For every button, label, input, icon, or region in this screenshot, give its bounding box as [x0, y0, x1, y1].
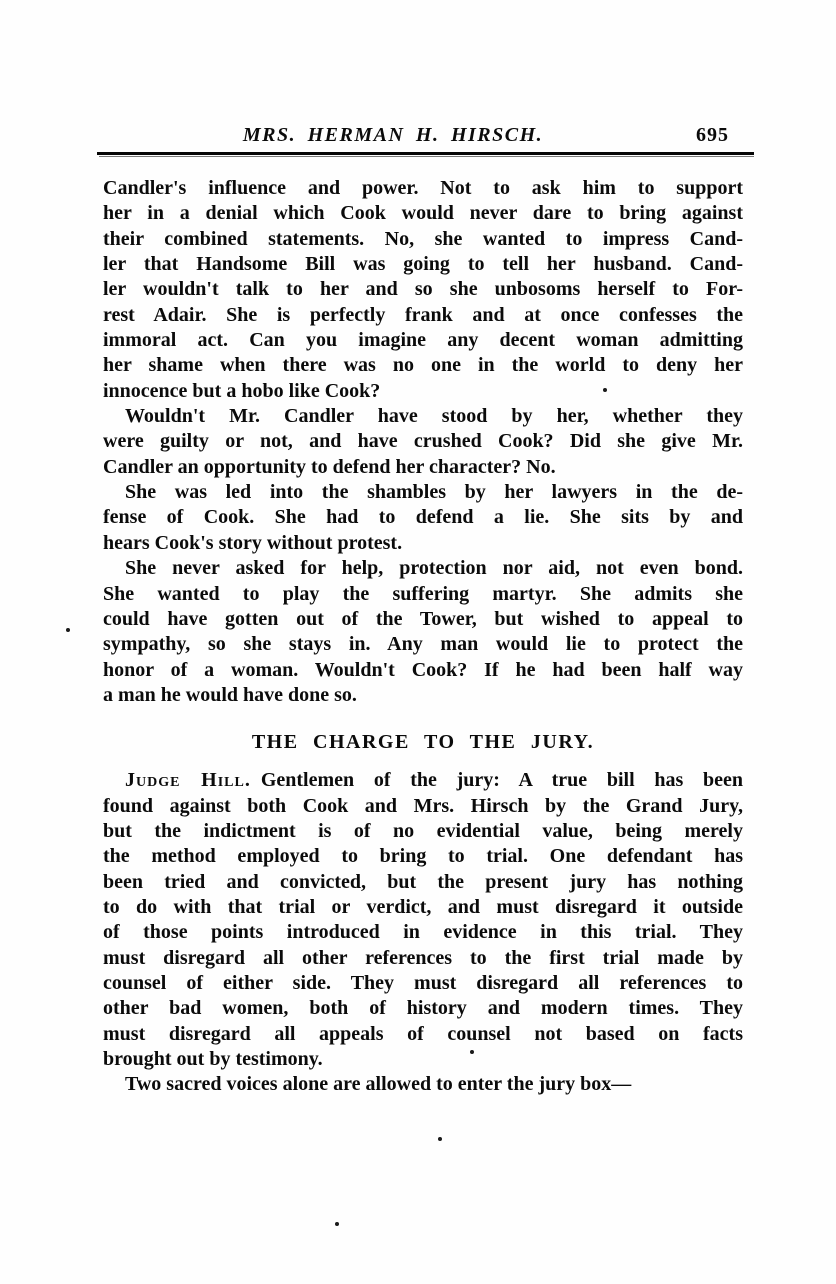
text-line: hears Cook's story without protest.	[103, 531, 403, 554]
text-line: were guilty or not, and have crushed Cook? Did she give Mr.	[103, 430, 743, 453]
text-line: of those points introduced in evidence in this trial. They	[103, 921, 743, 944]
text-line: been tried and convicted, but the present jury has nothing	[103, 870, 743, 893]
paragraph	[103, 1072, 743, 1097]
text-line: must disregard all other references to the first trial made by	[103, 946, 743, 969]
text-line: innocence but a hobo like Cook?	[103, 379, 381, 402]
text-line: their combined statements. No, she wanted to impress Cand-	[103, 227, 743, 250]
scan-speck	[603, 388, 607, 392]
text-line: fense of Cook. She had to defend a lie. She sits by and	[103, 506, 743, 529]
text-line: rest Adair. She is perfectly frank and at once confesses the	[103, 303, 743, 326]
scan-speck	[66, 628, 70, 632]
paragraph	[103, 176, 743, 404]
paragraph	[103, 556, 743, 708]
text-line: but the indictment is of no evidential value, being merely	[103, 819, 743, 842]
section-heading: THE CHARGE TO THE JURY.	[251, 731, 595, 754]
text-line: Wouldn't Mr. Candler have stood by her, whether they	[125, 405, 743, 428]
text-line: the method employed to bring to trial. One defendant has	[103, 845, 743, 868]
text-line: her shame when there was no one in the world to deny her	[103, 354, 743, 377]
running-title: MRS. HERMAN H. HIRSCH.	[242, 124, 544, 146]
text-line: a man he would have done so.	[103, 683, 357, 706]
header-rule	[97, 152, 754, 155]
running-head	[103, 124, 743, 150]
text-line: her in a denial which Cook would never dare to bring against	[103, 202, 743, 225]
text-line: found against both Cook and Mrs. Hirsch by the Grand Jury,	[103, 794, 743, 817]
text-line: Two sacred voices alone are allowed to enter the jury box—	[125, 1073, 632, 1096]
text-line: sympathy, so she stays in. Any man would lie to protect the	[103, 633, 743, 656]
text-line: ler that Handsome Bill was going to tell her husband. Cand-	[103, 253, 743, 276]
speaker-name: Judge Hill.	[125, 769, 251, 792]
scan-speck	[335, 1222, 339, 1226]
paragraph	[103, 404, 743, 480]
paragraph	[103, 480, 743, 556]
text-line: honor of a woman. Wouldn't Cook? If he had been half way	[103, 658, 743, 681]
text-line: She never asked for help, protection nor aid, not even bond.	[125, 557, 743, 580]
text-line: counsel of either side. They must disregard all references to	[103, 971, 743, 994]
scan-speck	[470, 1050, 474, 1054]
scan-speck	[438, 1137, 442, 1141]
text-line: to do with that trial or verdict, and must disregard it outside	[103, 895, 743, 918]
text-line: must disregard all appeals of counsel not based on facts	[103, 1022, 743, 1045]
text-line: immoral act. Can you imagine any decent woman admitting	[103, 329, 743, 352]
text-line: other bad women, both of history and modern times. They	[103, 997, 743, 1020]
text-line: She wanted to play the suffering martyr. She admits she	[103, 582, 743, 605]
text-line: brought out by testimony.	[103, 1048, 323, 1070]
text-line: Candler's influence and power. Not to ask him to support	[103, 177, 743, 199]
text-line: Judge Hill. Gentlemen of the jury: A true bill has been	[125, 769, 743, 792]
text-line: Candler an opportunity to defend her character? No.	[103, 455, 556, 478]
text-line: could have gotten out of the Tower, but wished to appeal to	[103, 607, 743, 630]
text-line: She was led into the shambles by her lawyers in the de-	[125, 481, 743, 504]
paragraphs-after-heading	[103, 768, 743, 1097]
text-line: ler wouldn't talk to her and so she unbosoms herself to For-	[103, 278, 743, 301]
paragraphs-before-heading	[103, 176, 743, 708]
body-text	[103, 176, 743, 1098]
page-number: 695	[696, 124, 729, 146]
paragraph	[103, 768, 743, 1072]
